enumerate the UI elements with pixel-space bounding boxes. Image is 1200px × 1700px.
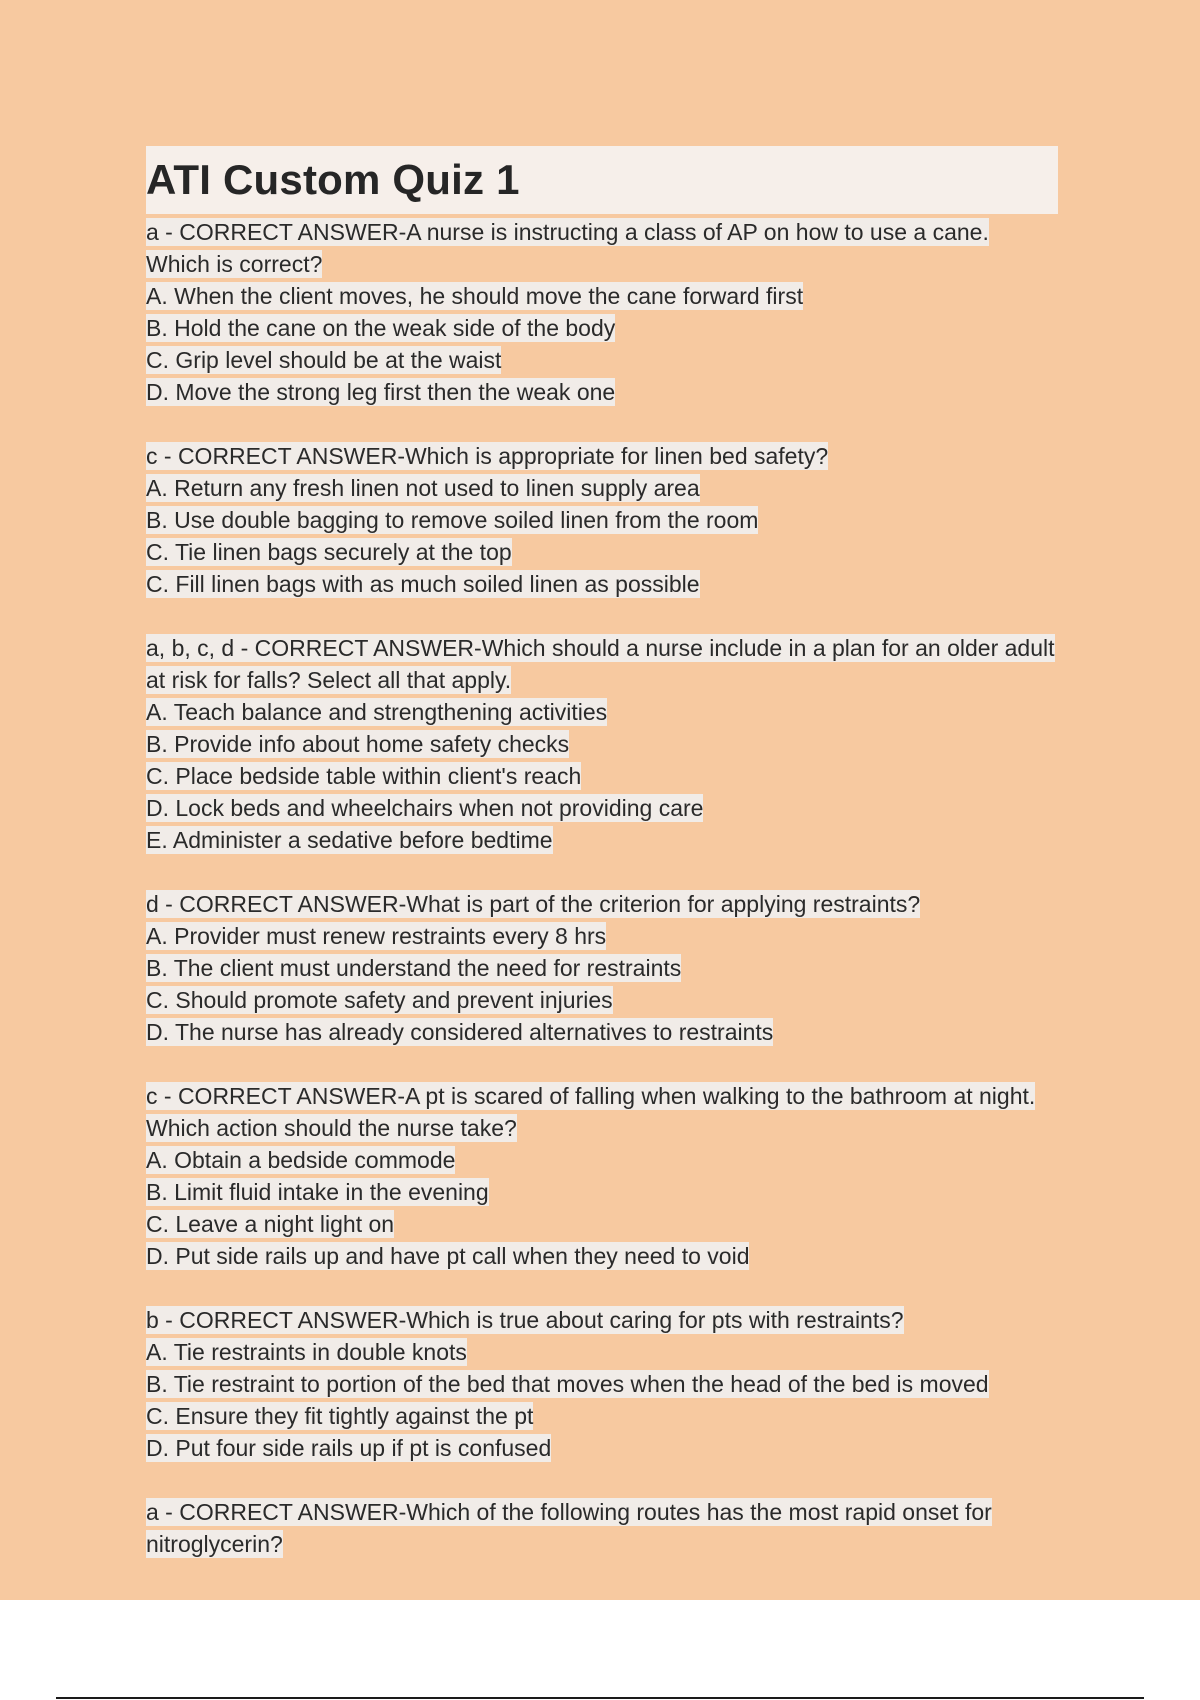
answer-option: B. Use double bagging to remove soiled linen from the room <box>146 507 759 533</box>
answer-option: C. Fill linen bags with as much soiled linen as possible <box>146 571 700 597</box>
question-1 <box>146 216 1056 408</box>
answer-option: A. Teach balance and strengthening activities <box>146 699 608 725</box>
answer-option: D. Put four side rails up if pt is confused <box>146 1435 552 1461</box>
question-3 <box>146 632 1056 856</box>
answer-option: C. Leave a night light on <box>146 1211 395 1237</box>
question-prompt: b - CORRECT ANSWER-Which is true about caring for pts with restraints? <box>146 1307 904 1333</box>
question-5 <box>146 1080 1056 1272</box>
question-6 <box>146 1304 1056 1464</box>
answer-option: B. The client must understand the need for restraints <box>146 955 682 981</box>
answer-option: A. When the client moves, he should move the cane forward first <box>146 283 804 309</box>
answer-option: B. Provide info about home safety checks <box>146 731 570 757</box>
question-prompt: d - CORRECT ANSWER-What is part of the criterion for applying restraints? <box>146 891 921 917</box>
answer-option: C. Tie linen bags securely at the top <box>146 539 512 565</box>
answer-option: D. Put side rails up and have pt call when they need to void <box>146 1243 750 1269</box>
question-prompt: a - CORRECT ANSWER-A nurse is instructing a class of AP on how to use a cane. Which is correct? <box>146 219 989 277</box>
answer-option: B. Hold the cane on the weak side of the body <box>146 315 616 341</box>
question-2 <box>146 440 1056 600</box>
document-title: ATI Custom Quiz 1 <box>146 156 520 203</box>
answer-option: D. Move the strong leg first then the weak one <box>146 379 616 405</box>
question-prompt: c - CORRECT ANSWER-Which is appropriate for linen bed safety? <box>146 443 829 469</box>
title-banner <box>146 146 1058 214</box>
answer-option: D. The nurse has already considered alternatives to restraints <box>146 1019 774 1045</box>
answer-option: C. Should promote safety and prevent injuries <box>146 987 613 1013</box>
answer-option: C. Place bedside table within client's reach <box>146 763 582 789</box>
question-4 <box>146 888 1056 1048</box>
answer-option: B. Tie restraint to portion of the bed that moves when the head of the bed is moved <box>146 1371 989 1397</box>
question-7 <box>146 1496 1056 1560</box>
document-content <box>146 146 1056 1560</box>
question-list <box>146 216 1056 1560</box>
question-prompt: a - CORRECT ANSWER-Which of the following routes has the most rapid onset for nitroglycerin? <box>146 1499 992 1557</box>
footer-divider <box>56 1697 1144 1699</box>
answer-option: A. Provider must renew restraints every 8 hrs <box>146 923 607 949</box>
answer-option: D. Lock beds and wheelchairs when not providing care <box>146 795 704 821</box>
question-prompt: c - CORRECT ANSWER-A pt is scared of falling when walking to the bathroom at night. Which action should the nurse take? <box>146 1083 1036 1141</box>
answer-option: C. Ensure they fit tightly against the pt <box>146 1403 534 1429</box>
answer-option: C. Grip level should be at the waist <box>146 347 502 373</box>
answer-option: B. Limit fluid intake in the evening <box>146 1179 489 1205</box>
answer-option: A. Obtain a bedside commode <box>146 1147 456 1173</box>
answer-option: A. Return any fresh linen not used to linen supply area <box>146 475 700 501</box>
question-prompt: a, b, c, d - CORRECT ANSWER-Which should a nurse include in a plan for an older adult at risk for falls? Select all that apply. <box>146 635 1055 693</box>
answer-option: A. Tie restraints in double knots <box>146 1339 467 1365</box>
answer-option: E. Administer a sedative before bedtime <box>146 827 553 853</box>
